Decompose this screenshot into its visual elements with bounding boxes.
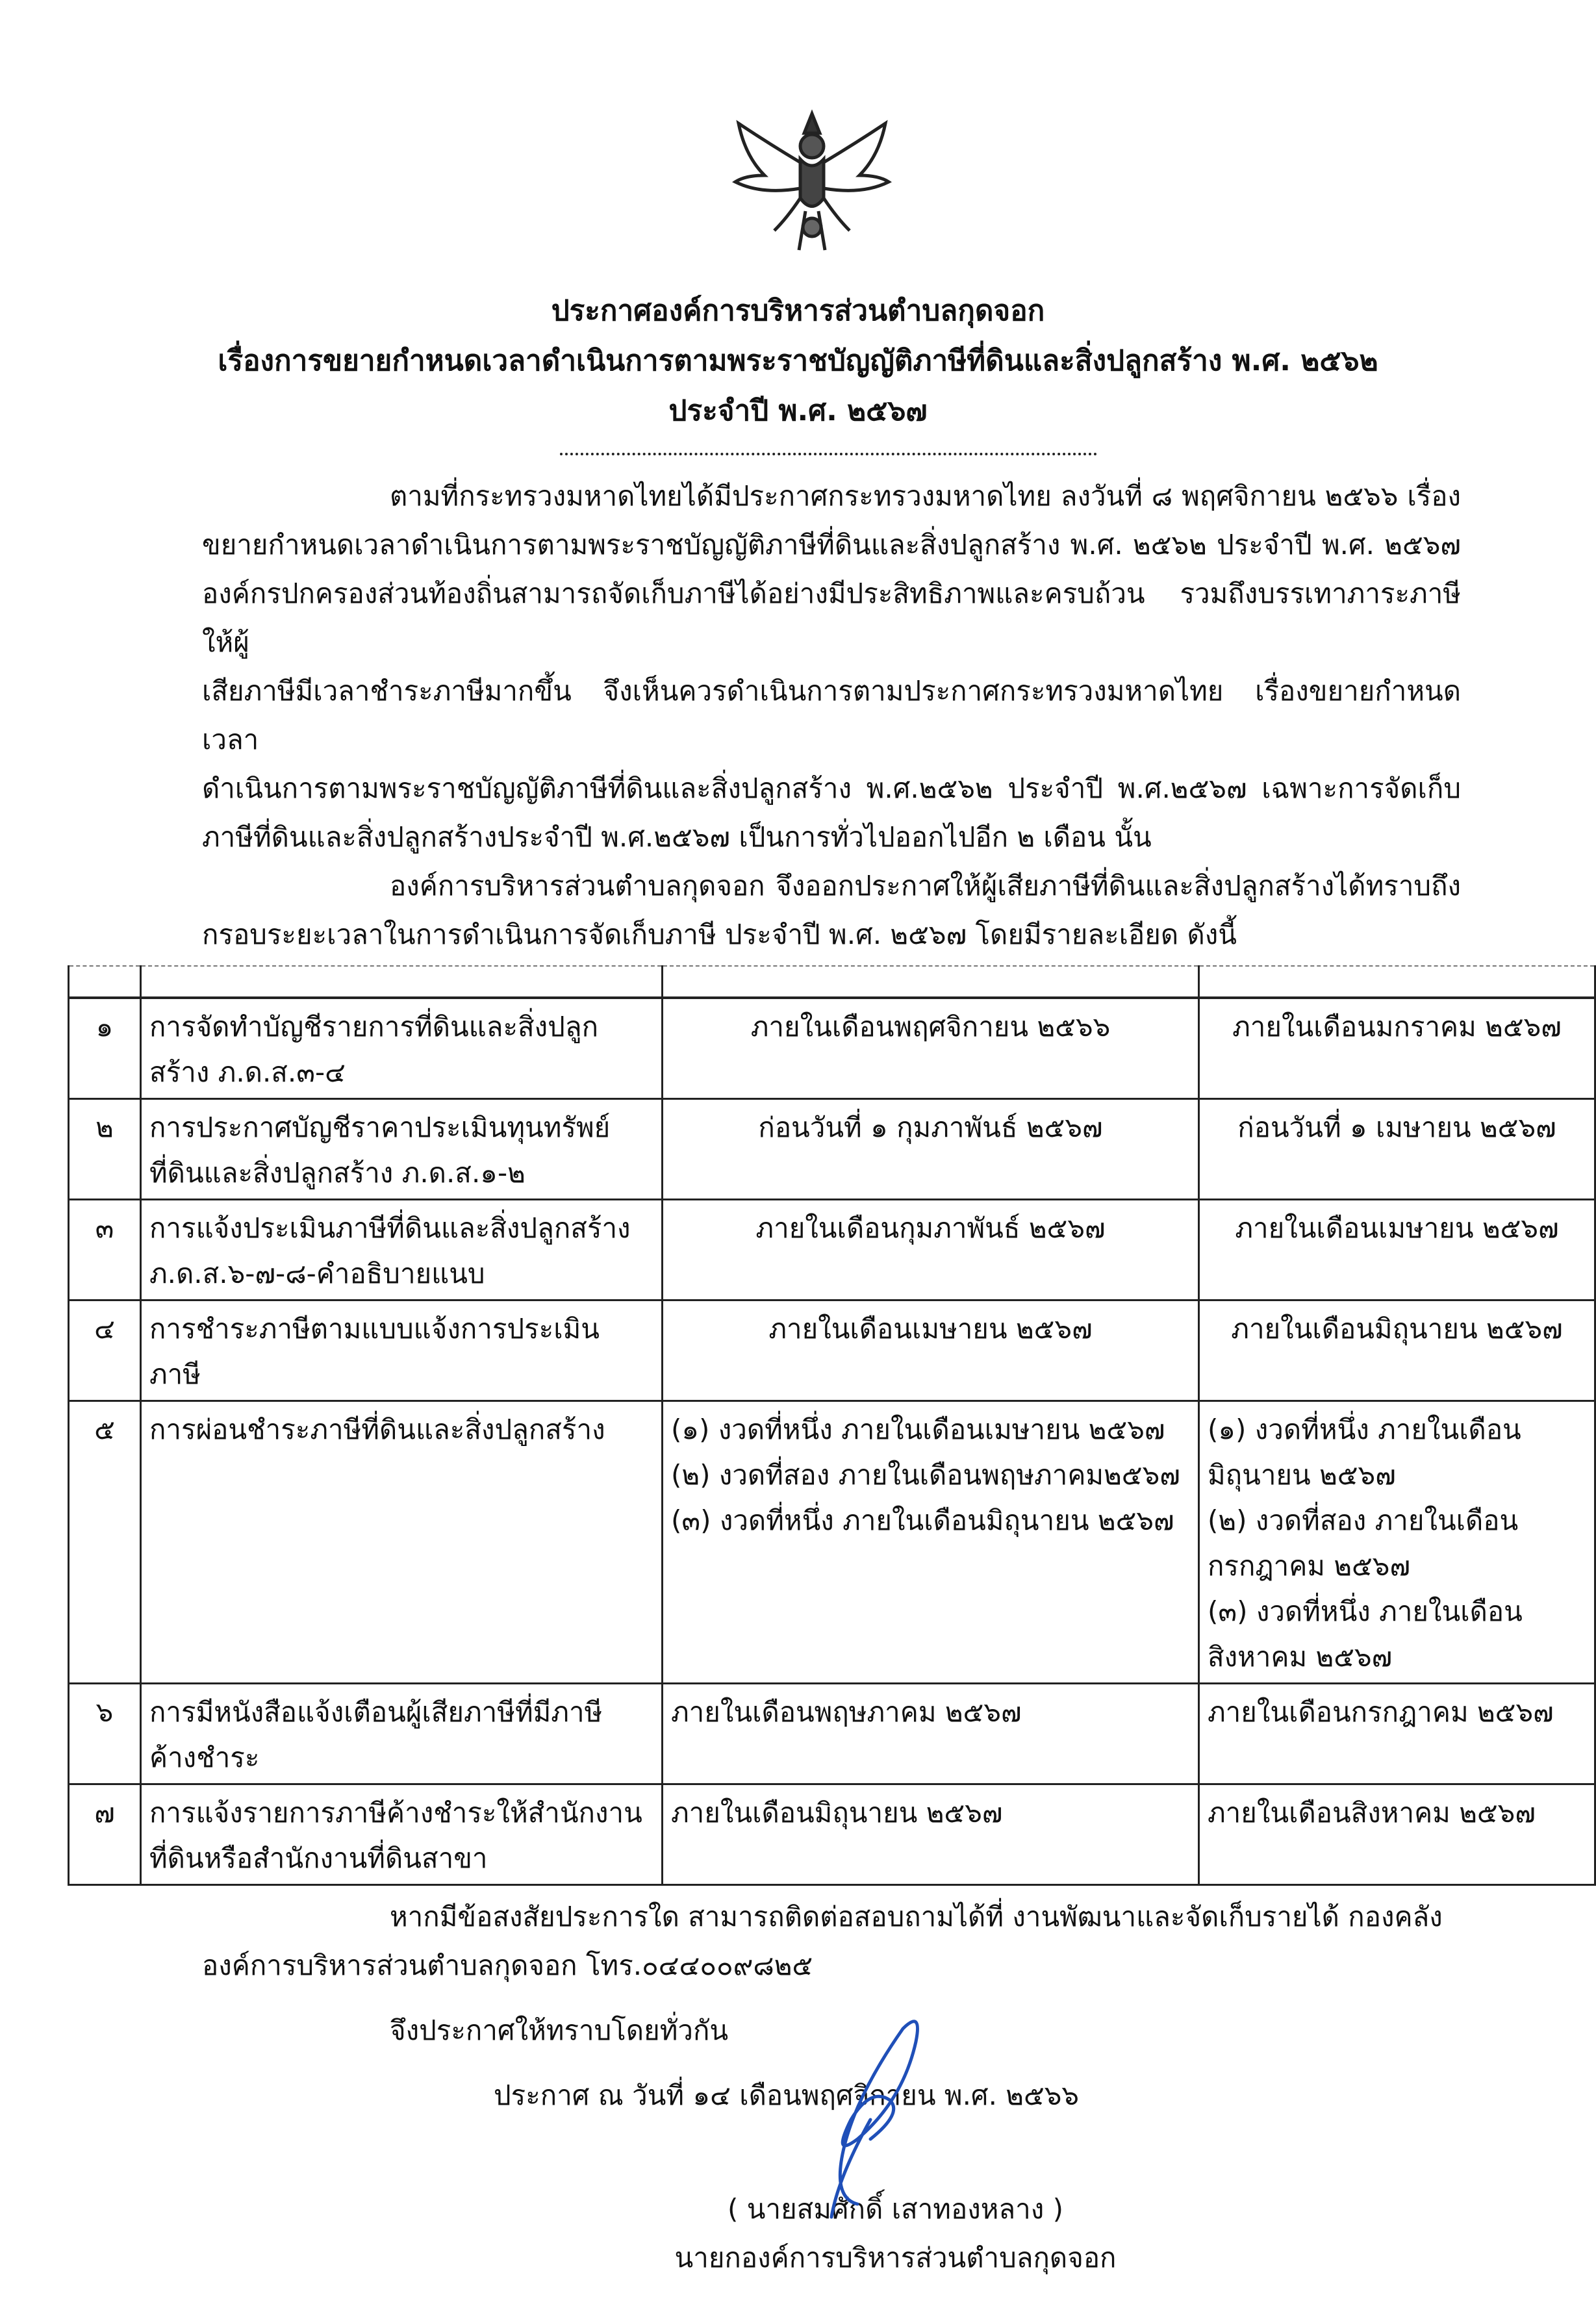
table-row [69,1099,1595,1200]
normal-period-cell [663,1300,1199,1401]
body-line: กรอบระยะเวลาในการดำเนินการจัดเก็บภาษี ประจำปี พ.ศ. ๒๕๖๗ โดยมีรายละเอียด ดังนี้ [202,919,1237,950]
extended-period-cell [1199,1300,1595,1401]
extended-period-cell [1199,1200,1595,1300]
signature-icon [779,2009,948,2224]
normal-period-cell-line: ภายในเดือนพฤษภาคม ๒๕๖๗ [671,1696,1022,1728]
extended-period-cell-line: ภายในเดือนสิงหาคม ๒๕๖๗ [1208,1797,1536,1829]
normal-period-cell-line: (๑) งวดที่หนึ่ง ภายในเดือนเมษายน ๒๕๖๗ [671,1414,1165,1445]
contact-line: หากมีข้อสงสัยประการใด สามารถติดต่อสอบถามได้ที่ งานพัฒนาและจัดเก็บรายได้ กองคลัง [390,1901,1443,1933]
activity-cell-line: ภ.ด.ส.๖-๗-๘-คำอธิบายแนบ [149,1258,485,1289]
activity-cell-line: การมีหนังสือแจ้งเตือนผู้เสียภาษีที่มีภาษี [149,1696,603,1728]
announce-date: ประกาศ ณ วันที่ ๑๔ เดือนพฤศจิกายน พ.ศ. ๒๕๖๖ [494,2079,1080,2111]
activity-cell-line: การชำระภาษีตามแบบแจ้งการประเมิน [149,1313,600,1345]
signer-title: นายกองค์การบริหารส่วนตำบลกุดจอก [674,2242,1117,2274]
table-row [69,1401,1595,1684]
extended-period-cell-line: กรกฎาคม ๒๕๖๗ [1208,1550,1411,1582]
extended-period-cell-line: ภายในเดือนมกราคม ๒๕๖๗ [1232,1011,1562,1043]
extended-period-cell-line: ภายในเดือนเมษายน ๒๕๖๗ [1235,1212,1559,1244]
activity-cell-line: การผ่อนชำระภาษีที่ดินและสิ่งปลูกสร้าง [149,1414,605,1445]
extended-period-cell [1199,1401,1595,1684]
normal-period-cell [663,1401,1199,1684]
activity-cell-line: ภาษี [149,1358,201,1390]
normal-period-cell-line: ก่อนวันที่ ๑ กุมภาพันธ์ ๒๕๖๗ [758,1111,1103,1143]
activity-cell-line: การแจ้งรายการภาษีค้างชำระให้สำนักงาน [149,1797,642,1829]
body-line: ภาษีที่ดินและสิ่งปลูกสร้างประจำปี พ.ศ.๒๕๖๗ เป็นการทั่วไปออกไปอีก ๒ เดือน นั้น [202,821,1152,853]
normal-period-cell [663,998,1199,1099]
extended-period-cell-line: (๑) งวดที่หนึ่ง ภายในเดือน [1208,1414,1521,1445]
contact-phone: องค์การบริหารส่วนตำบลกุดจอก โทร.๐๔๔๐๐๙๘๒๕ [202,1949,813,1981]
extended-period-cell-line: ภายในเดือนมิถุนายน ๒๕๖๗ [1231,1313,1563,1345]
activity-cell-line: การประกาศบัญชีราคาประเมินทุนทรัพย์ [149,1111,611,1143]
extended-period-cell-line: ก่อนวันที่ ๑ เมษายน ๒๕๖๗ [1237,1111,1556,1143]
heading-year: ประจำปี พ.ศ. ๒๕๖๗ [668,394,928,427]
schedule-table [68,965,1596,1886]
normal-period-cell [663,1200,1199,1300]
extended-period-cell [1199,1684,1595,1784]
extended-period-cell [1199,998,1595,1099]
row-number: ๖ [69,1684,141,1784]
table-row [69,1784,1595,1885]
body-line: องค์การบริหารส่วนตำบลกุดจอก จึงออกประกาศให้ผู้เสียภาษีที่ดินและสิ่งปลูกสร้างได้ทราบถึง [390,870,1461,902]
activity-cell [141,1300,663,1401]
normal-period-cell [663,1684,1199,1784]
body-line: ตามที่กระทรวงมหาดไทยได้มีประกาศกระทรวงมหาดไทย ลงวันที่ ๘ พฤศจิกายน ๒๕๖๖ เรื่อง [390,480,1461,512]
table-header-row [69,966,1595,998]
row-number: ๒ [69,1099,141,1200]
normal-period-cell-line: ภายในเดือนพฤศจิกายน ๒๕๖๖ [750,1011,1111,1043]
activity-cell [141,1401,663,1684]
row-number: ๔ [69,1300,141,1401]
table-row [69,998,1595,1099]
row-number: ๓ [69,1200,141,1300]
body-line: ขยายกำหนดเวลาดำเนินการตามพระราชบัญญัติภาษีที่ดินและสิ่งปลูกสร้าง พ.ศ. ๒๕๖๒ ประจำปี พ.ศ. ๒๕๖๗ [202,529,1461,561]
dotted-divider [560,449,1097,455]
heading-title: ประกาศองค์การบริหารส่วนตำบลกุดจอก [551,294,1045,327]
normal-period-cell-line: (๒) งวดที่สอง ภายในเดือนพฤษภาคม๒๕๖๗ [671,1459,1180,1491]
body-line: ดำเนินการตามพระราชบัญญัติภาษีที่ดินและสิ่งปลูกสร้าง พ.ศ.๒๕๖๒ ประจำปี พ.ศ.๒๕๖๗ เฉพาะการจัดเก็บ [202,772,1461,804]
normal-period-cell-line: (๓) งวดที่หนึ่ง ภายในเดือนมิถุนายน ๒๕๖๗ [671,1504,1174,1536]
table-row [69,1200,1595,1300]
extended-period-cell [1199,1099,1595,1200]
extended-period-cell-line: มิถุนายน ๒๕๖๗ [1208,1459,1396,1491]
table-row [69,1684,1595,1784]
activity-cell [141,1784,663,1885]
activity-cell-line: การแจ้งประเมินภาษีที่ดินและสิ่งปลูกสร้าง [149,1212,631,1244]
activity-cell [141,998,663,1099]
extended-period-cell-line: ภายในเดือนกรกฎาคม ๒๕๖๗ [1208,1696,1554,1728]
extended-period-cell-line: (๒) งวดที่สอง ภายในเดือน [1208,1504,1519,1536]
heading-subject: เรื่องการขยายกำหนดเวลาดำเนินการตามพระราชบัญญัติภาษีที่ดินและสิ่งปลูกสร้าง พ.ศ. ๒๕๖๒ [218,344,1378,377]
signer-name: ( นายสมศักดิ์ เสาทองหลาง ) [728,2193,1063,2225]
activity-cell-line: การจัดทำบัญชีรายการที่ดินและสิ่งปลูก [149,1011,599,1043]
table-row [69,1300,1595,1401]
normal-period-cell-line: ภายในเดือนเมษายน ๒๕๖๗ [768,1313,1093,1345]
extended-period-cell-line: (๓) งวดที่หนึ่ง ภายในเดือน [1208,1595,1523,1627]
activity-cell [141,1684,663,1784]
activity-cell-line: ที่ดินหรือสำนักงานที่ดินสาขา [149,1842,488,1874]
activity-cell [141,1099,663,1200]
extended-period-cell-line: สิงหาคม ๒๕๖๗ [1208,1641,1393,1673]
announce-line: จึงประกาศให้ทราบโดยทั่วกัน [390,2014,729,2046]
normal-period-cell-line: ภายในเดือนมิถุนายน ๒๕๖๗ [671,1797,1003,1829]
row-number: ๗ [69,1784,141,1885]
normal-period-cell [663,1784,1199,1885]
extended-period-cell [1199,1784,1595,1885]
normal-period-cell-line: ภายในเดือนกุมภาพันธ์ ๒๕๖๗ [755,1212,1106,1244]
normal-period-cell [663,1099,1199,1200]
activity-cell-line: สร้าง ภ.ด.ส.๓-๔ [149,1056,346,1088]
row-number: ๑ [69,998,141,1099]
body-line: องค์กรปกครองส่วนท้องถิ่นสามารถจัดเก็บภาษีได้อย่างมีประสิทธิภาพและครบถ้วน รวมถึงบรรเทาภาระภาษีให้ผู้ [202,577,1461,658]
body-line: เสียภาษีมีเวลาชำระภาษีมากขึ้น จึงเห็นควรดำเนินการตามประกาศกระทรวงมหาดไทย เรื่องขยายกำหนดเวลา [202,675,1461,755]
activity-cell-line: ที่ดินและสิ่งปลูกสร้าง ภ.ด.ส.๑-๒ [149,1157,526,1189]
activity-cell [141,1200,663,1300]
row-number: ๕ [69,1401,141,1684]
activity-cell-line: ค้างชำระ [149,1742,260,1773]
